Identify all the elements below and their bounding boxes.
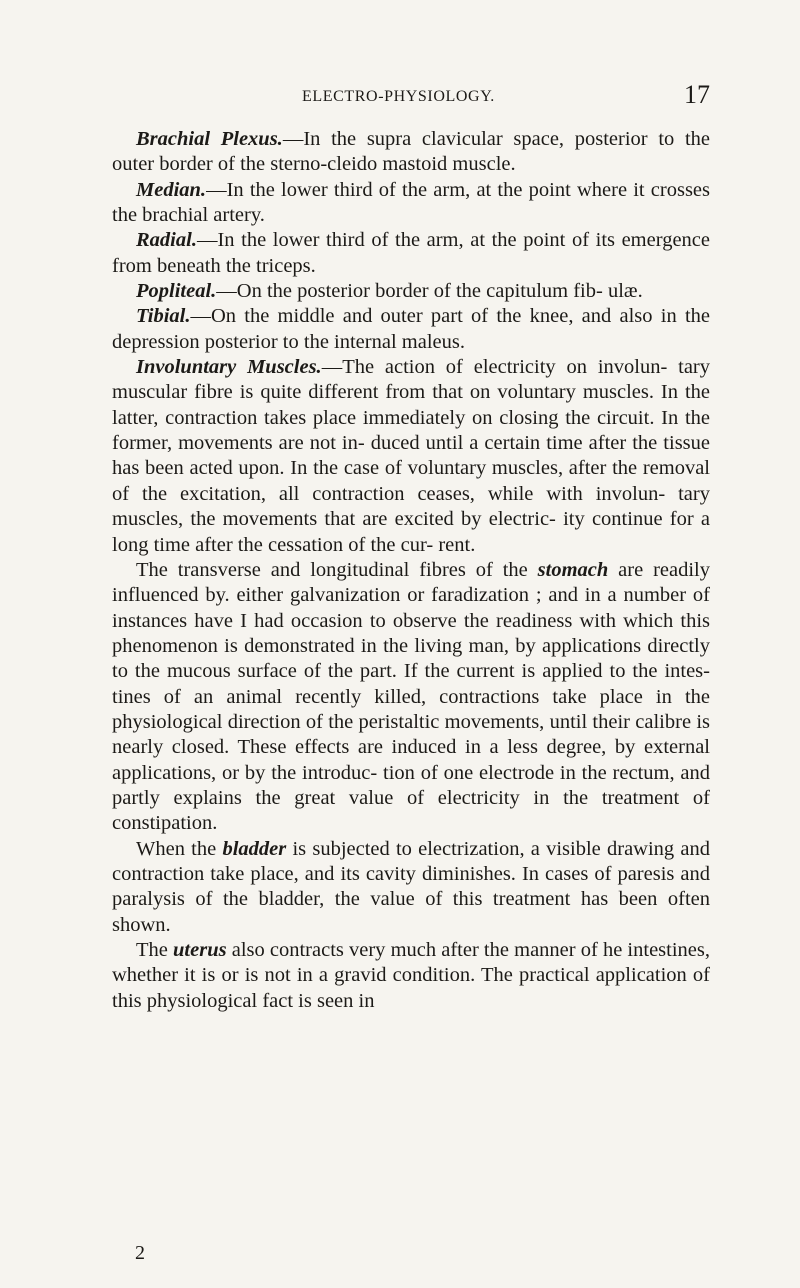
paragraph-tibial bbox=[112, 304, 710, 355]
paragraph-text-before: When the bbox=[136, 837, 223, 860]
signature-mark: 2 bbox=[135, 1242, 145, 1264]
paragraph-stomach bbox=[112, 558, 710, 837]
term-involuntary-muscles: Involuntary Muscles. bbox=[136, 356, 322, 379]
paragraph-involuntary-muscles bbox=[112, 355, 710, 558]
term-stomach: stomach bbox=[537, 558, 609, 581]
paragraph-bladder bbox=[112, 837, 710, 938]
paragraph-text-before: The bbox=[136, 939, 174, 961]
term-median: Median. bbox=[136, 178, 207, 201]
term-radial: Radial. bbox=[136, 229, 197, 252]
paragraph-text: —In the supra clavicular space, posterior to the outer border of the sterno-cleido mastoid muscle. bbox=[112, 128, 710, 176]
page-body bbox=[112, 127, 710, 1014]
paragraph-text-after: are readily influenced by. either galvanization or faradization ; and in a number of instances have I had occasion to observe the readiness with which this phenomenon is demonstrated in the living man, by applications directly to the mucous surface of the part. If the current is applied to the intes- tines of an animal recently killed, contractions take place in the physiological direction of the peristaltic movements, until their calibre is nearly closed. These effects are induced in a less degree, by external applications, or by the introduc- tion of one electrode in the rectum, and partly explains the great value of electricity in the treatment of constipation. bbox=[112, 558, 710, 835]
paragraph-text-after: is subjected to electrization, a visible drawing and contraction take place, and its cavity diminishes. In cases of paresis and paralysis of the bladder, the value of this treatment has been often shown. bbox=[112, 837, 710, 936]
term-brachial-plexus: Brachial Plexus. bbox=[136, 128, 283, 150]
paragraph-text: —On the posterior border of the capitulum fib- ulæ. bbox=[216, 280, 643, 303]
paragraph-text: —In the lower third of the arm, at the point where it crosses the brachial artery. bbox=[112, 178, 710, 227]
page-number: 17 bbox=[684, 80, 710, 109]
term-popliteal: Popliteal. bbox=[136, 280, 217, 303]
paragraph-text: —On the middle and outer part of the knee, and also in the depression posterior to the internal maleus. bbox=[112, 305, 710, 353]
term-bladder: bladder bbox=[222, 837, 287, 860]
paragraph-text-before: The transverse and longitudinal fibres of the bbox=[136, 558, 538, 581]
term-uterus: uterus bbox=[173, 939, 227, 961]
running-head: ELECTRO-PHYSIOLOGY. bbox=[302, 88, 495, 105]
paragraph-radial bbox=[112, 228, 710, 279]
paragraph-brachial-plexus bbox=[112, 127, 710, 178]
paragraph-popliteal bbox=[112, 279, 710, 304]
paragraph-median bbox=[112, 178, 710, 229]
paragraph-text: —In the lower third of the arm, at the point of its emergence from beneath the triceps. bbox=[112, 229, 710, 277]
page-header bbox=[112, 82, 710, 110]
paragraph-uterus bbox=[112, 938, 710, 1014]
paragraph-text-after: also contracts very much after the manner of he intestines, whether it is or is not in a gravid condition. The practical application of this physiological fact is seen in bbox=[112, 939, 710, 1012]
paragraph-text: —The action of electricity on involun- tary muscular fibre is quite different from that on voluntary muscles. In the latter, contraction takes place immediately on closing the circuit. In the former, movements are not in- duced until a certain time after the tissue has been acted upon. In the case of voluntary muscles, after the removal of the excitation, all contraction ceases, while with involun- tary muscles, the movements that are excited by electric- ity continue for a long time after the cessation of the cur- rent. bbox=[112, 356, 710, 556]
term-tibial: Tibial. bbox=[136, 305, 191, 328]
